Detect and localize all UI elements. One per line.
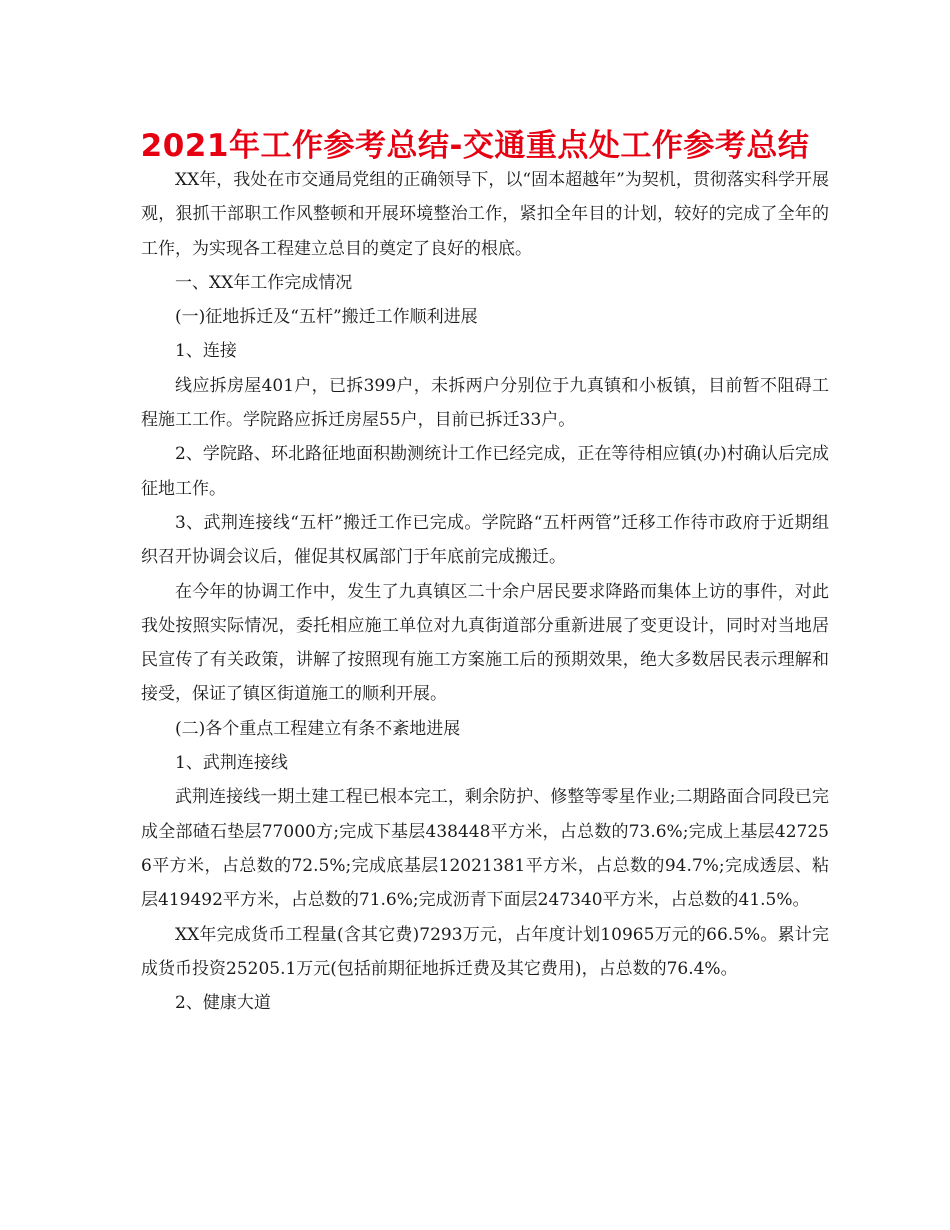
document-title: 2021年工作参考总结-交通重点处工作参考总结	[140, 128, 810, 164]
heading-subsection-1: (一)征地拆迁及“五杆”搬迁工作顺利进展	[175, 307, 478, 328]
document-body	[141, 163, 829, 1020]
heading-item-health-avenue: 2、健康大道	[175, 993, 271, 1014]
paragraph-pole-relocation: 3、武荆连接线“五杆”搬迁工作已完成。学院路“五杆两管”迁移工作待市政府于近期组织召开协调会议后，催促其权属部门于年底前完成搬迁。	[141, 512, 829, 568]
heading-section-1: 一、XX年工作完成情况	[175, 272, 353, 293]
heading-item-wujing: 1、武荆连接线	[175, 753, 288, 774]
paragraph-intro: XX年，我处在市交通局党组的正确领导下，以“固本超越年”为契机，贯彻落实科学开展观，狠抓干部职工作风整顿和开展环境整治工作，紧扣全年目的计划，较好的完成了全年的工作，为实现各工程建立总目的奠定了良好的根底。	[141, 170, 829, 259]
heading-subsection-2: (二)各个重点工程建立有条不紊地进展	[175, 718, 461, 739]
paragraph-investment: XX年完成货币工程量(含其它费)7293万元，占年度计划10965万元的66.5%。累计完成货币投资25205.1万元(包括前期征地拆迁费及其它费用)，占总数的76.4%。	[141, 924, 829, 979]
paragraph-coordination: 在今年的协调工作中，发生了九真镇区二十余户居民要求降路而集体上访的事件，对此我处按照实际情况，委托相应施工单位对九真街道部分重新进展了变更设计，同时对当地居民宣传了有关政策，讲解了按照现有施工方案施工后的预期效果，绝大多数居民表示理解和接受，保证了镇区街道施工的顺利开展。	[141, 581, 829, 705]
paragraph-demolition: 线应拆房屋401户，已拆399户，未拆两户分别位于九真镇和小板镇，目前暂不阻碍工程施工工作。学院路应拆迁房屋55户，目前已拆迁33户。	[141, 375, 829, 431]
heading-item-connection: 1、连接	[175, 341, 237, 362]
paragraph-wujing-progress: 武荆连接线一期土建工程已根本完工，剩余防护、修整等零星作业;二期路面合同段已完成全部碴石垫层77000方;完成下基层438448平方米，占总数的73.6%;完成上基层427256平方米，占总数的72.5%;完成底基层12021381平方米，占总数的94.7%;完成透层、粘层419492平方米，占总数的71.6%;完成沥青下面层247340平方米，占总数的41.5%。	[141, 787, 829, 911]
paragraph-land-survey: 2、学院路、环北路征地面积勘测统计工作已经完成，正在等待相应镇(办)村确认后完成征地工作。	[141, 444, 829, 499]
